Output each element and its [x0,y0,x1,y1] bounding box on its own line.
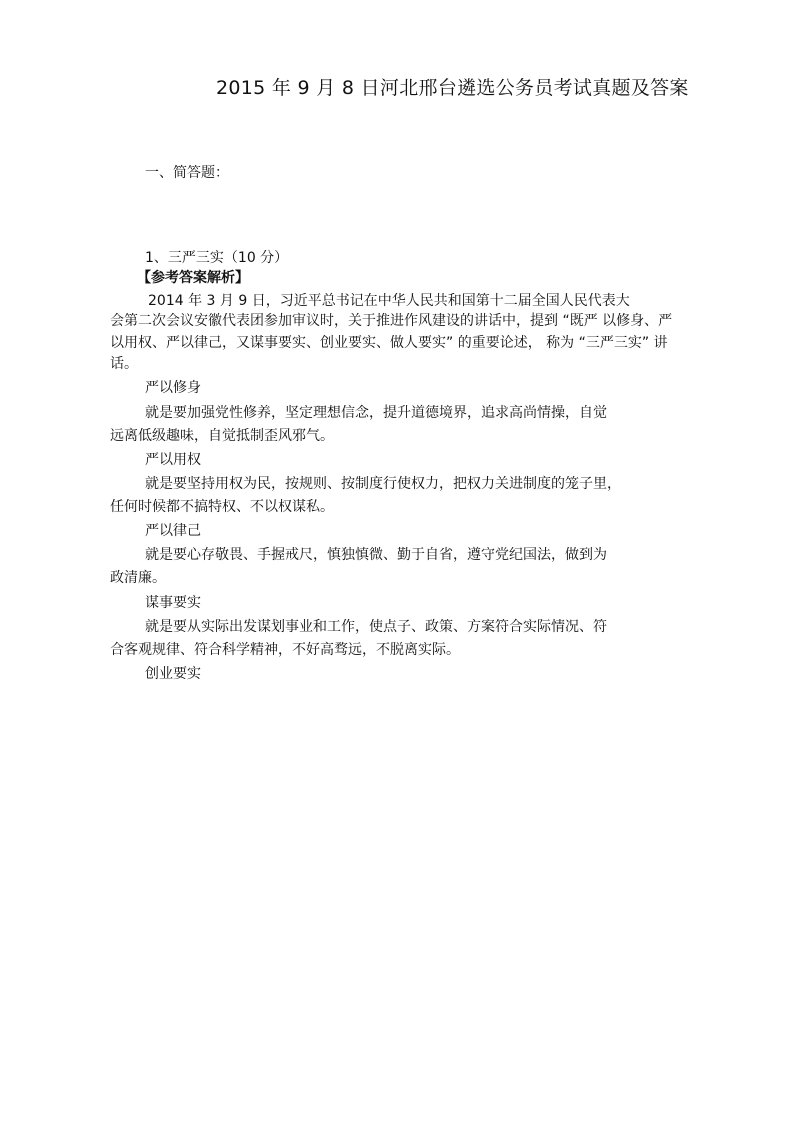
intro-line-1: 2014 年 3 月 9 日，习近平总书记在中华人民共和国第十二届全国人民代表大 [148,293,630,309]
item-heading-5: 创业要实 [145,666,201,682]
item-heading-2: 严以用权 [145,452,201,468]
document-title: 2015 年 9 月 8 日河北邢台遴选公务员考试真题及答案 [216,77,689,99]
intro-line-2: 会第二次会议安徽代表团参加审议时，关于推进作风建设的讲话中，提到 “既严 以修身、严 [110,313,673,329]
item-2-line-1: 就是要坚持用权为民，按规则、按制度行使权力，把权力关进制度的笼子里， [145,476,621,492]
item-1-line-2: 远离低级趣味，自觉抵制歪风邪气。 [110,428,334,444]
section-heading: 一、简答题： [145,165,229,181]
item-4-line-1: 就是要从实际出发谋划事业和工作，使点子、政策、方案符合实际情况、符 [145,619,607,635]
question-label: 1、三严三实（10 分） [145,250,289,266]
answer-tag: 【参考答案解析】 [137,270,249,286]
item-3-line-2: 政清廉。 [110,570,166,586]
item-heading-4: 谋事要实 [145,595,201,611]
intro-line-3: 以用权、严以律己，又谋事要实、创业要实、做人要实” 的重要论述， 称为 “三严三实” 讲 [110,335,668,351]
item-heading-1: 严以修身 [145,380,201,396]
item-2-line-2: 任何时候都不搞特权、不以权谋私。 [110,499,334,515]
item-3-line-1: 就是要心存敬畏、手握戒尺，慎独慎微、勤于自省，遵守党纪国法，做到为 [145,547,607,563]
item-4-line-2: 合客观规律、符合科学精神，不好高骛远，不脱离实际。 [110,642,460,658]
intro-line-4: 话。 [110,356,138,372]
item-heading-3: 严以律己 [145,523,201,539]
item-1-line-1: 就是要加强党性修养，坚定理想信念，提升道德境界，追求高尚情操，自觉 [145,405,607,421]
